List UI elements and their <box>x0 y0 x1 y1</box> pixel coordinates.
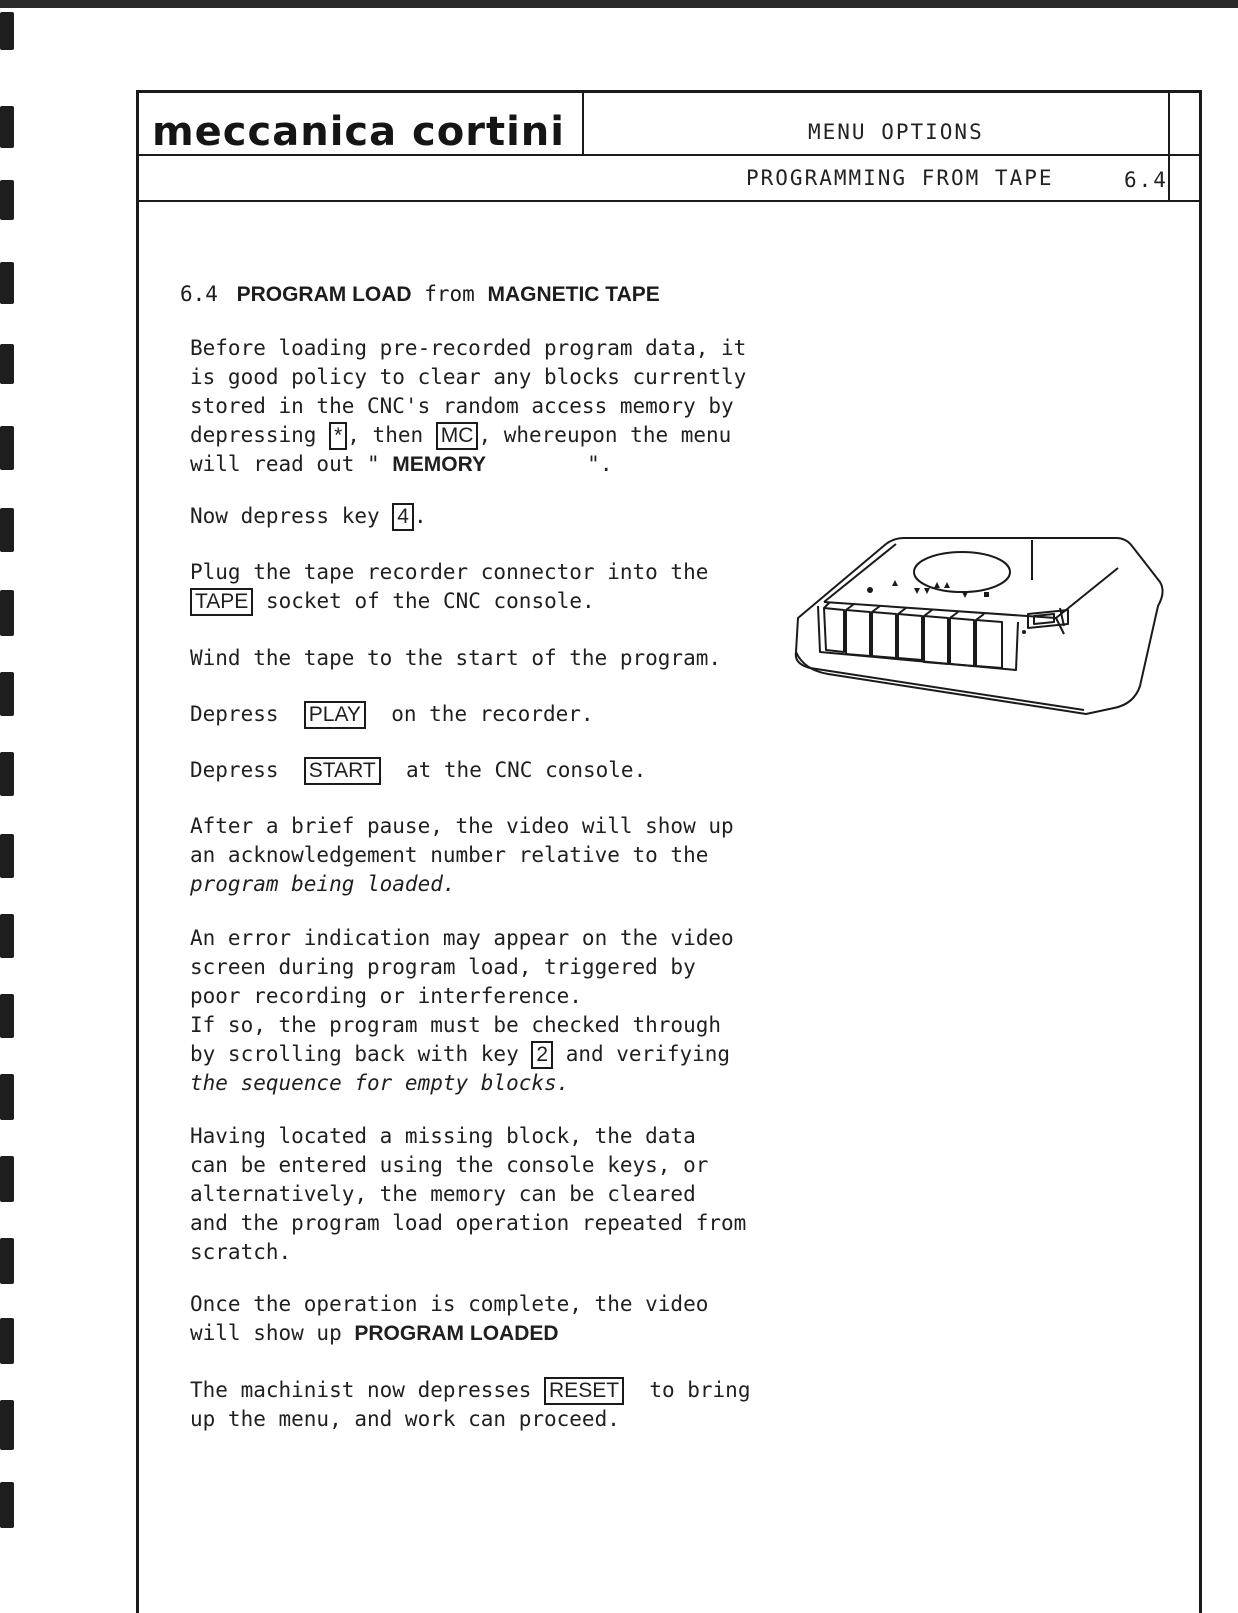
text-line: can be entered using the console keys, or <box>190 1153 709 1177</box>
text-line: by scrolling back with key <box>190 1042 532 1066</box>
binder-hole <box>0 1318 14 1364</box>
header-bottom-rule <box>136 200 1202 202</box>
text-line: on the recorder. <box>365 702 594 726</box>
binder-hole <box>0 1482 14 1528</box>
text-line: , then <box>347 423 436 447</box>
text-line: , whereupon the menu <box>478 423 732 447</box>
paragraph-error-indication <box>190 924 734 1098</box>
text-line: the sequence for empty blocks. <box>190 1071 570 1095</box>
section-title-tail: MAGNETIC TAPE <box>487 283 660 306</box>
text-line: Now depress key <box>190 504 393 528</box>
text-line: at the CNC console. <box>380 758 647 782</box>
paragraph-missing-block <box>190 1122 746 1267</box>
binder-hole <box>0 1400 14 1450</box>
text-line: Depress <box>190 702 304 726</box>
text-line: An error indication may appear on the video <box>190 926 734 950</box>
binder-hole <box>0 344 14 384</box>
text-line: Wind the tape to the start of the program. <box>190 646 722 670</box>
text-line: . <box>413 504 427 528</box>
paragraph-reset <box>190 1376 750 1434</box>
key-play: PLAY <box>304 701 366 729</box>
text-line: to bring <box>624 1378 751 1402</box>
text-line: and the program load operation repeated from <box>190 1211 747 1235</box>
binder-hole <box>0 994 14 1038</box>
text-line: Plug the tape recorder connector into the <box>190 560 709 584</box>
cassette-recorder-icon <box>784 534 1184 724</box>
key-4: 4 <box>392 503 414 531</box>
paragraph-acknowledgement <box>190 812 734 899</box>
text-line: poor recording or interference. <box>190 984 582 1008</box>
key-star: * <box>329 422 347 450</box>
key-mc: MC <box>436 422 479 450</box>
paragraph-program-loaded <box>190 1290 708 1348</box>
binder-hole <box>0 914 14 958</box>
section-heading <box>180 282 660 307</box>
key-2: 2 <box>531 1041 553 1069</box>
text-line: Once the operation is complete, the video <box>190 1292 709 1316</box>
binder-hole <box>0 1238 14 1284</box>
section-title-main: PROGRAM LOAD <box>236 283 412 306</box>
section-reference: 6.4 <box>1124 168 1168 192</box>
binder-hole <box>0 672 14 716</box>
binder-hole <box>0 426 14 470</box>
text-line: will show up <box>190 1321 355 1345</box>
right-margin-line <box>1168 92 1170 202</box>
text-line: Before loading pre-recorded program data, it <box>190 336 747 360</box>
text-line: screen during program load, triggered by <box>190 955 696 979</box>
program-loaded-readout: PROGRAM LOADED <box>354 1322 559 1345</box>
key-tape: TAPE <box>190 588 253 616</box>
binder-hole <box>0 12 14 50</box>
scan-top-edge <box>0 0 1238 8</box>
key-start: START <box>304 757 381 785</box>
section-number: 6.4 <box>180 282 218 306</box>
text-line: socket of the CNC console. <box>253 589 595 613</box>
text-line: If so, the program must be checked through <box>190 1013 722 1037</box>
text-line: and verifying <box>553 1042 731 1066</box>
binder-hole <box>0 180 14 220</box>
brand-logo: meccanica cortini <box>152 109 565 155</box>
binder-hole <box>0 106 14 148</box>
menu-title: MENU OPTIONS <box>808 120 984 144</box>
key-reset: RESET <box>544 1377 624 1405</box>
binder-hole <box>0 834 14 878</box>
text-line: ". <box>486 452 613 476</box>
text-line: up the menu, and work can proceed. <box>190 1407 620 1431</box>
logo-divider <box>582 92 584 155</box>
text-line: alternatively, the memory can be cleared <box>190 1182 696 1206</box>
text-line: The machinist now depresses <box>190 1378 545 1402</box>
binder-hole <box>0 590 14 636</box>
paragraph-press-play <box>190 700 594 729</box>
text-line: scratch. <box>190 1240 292 1264</box>
text-line: will read out " <box>190 452 393 476</box>
text-line: stored in the CNC's random access memory by <box>190 394 734 418</box>
text-line: After a brief pause, the video will show up <box>190 814 734 838</box>
paragraph-clear-memory <box>190 334 746 479</box>
text-line: program being loaded. <box>190 872 456 896</box>
text-line: Depress <box>190 758 304 782</box>
paragraph-plug-connector <box>190 558 708 616</box>
paragraph-press-key-4 <box>190 502 427 531</box>
binder-hole <box>0 1156 14 1202</box>
text-line: Having located a missing block, the data <box>190 1124 696 1148</box>
section-title-from: from <box>424 282 475 306</box>
binder-hole <box>0 752 14 796</box>
text-line: depressing <box>190 423 330 447</box>
paragraph-press-start <box>190 756 646 785</box>
memory-readout: MEMORY <box>392 453 487 476</box>
text-line: is good policy to clear any blocks currently <box>190 365 747 389</box>
binder-hole <box>0 508 14 552</box>
page-subtitle: PROGRAMMING FROM TAPE <box>746 166 1054 190</box>
binder-hole <box>0 1074 14 1120</box>
paragraph-wind-tape <box>190 644 721 673</box>
binder-hole <box>0 262 14 304</box>
text-line: an acknowledgement number relative to the <box>190 843 709 867</box>
